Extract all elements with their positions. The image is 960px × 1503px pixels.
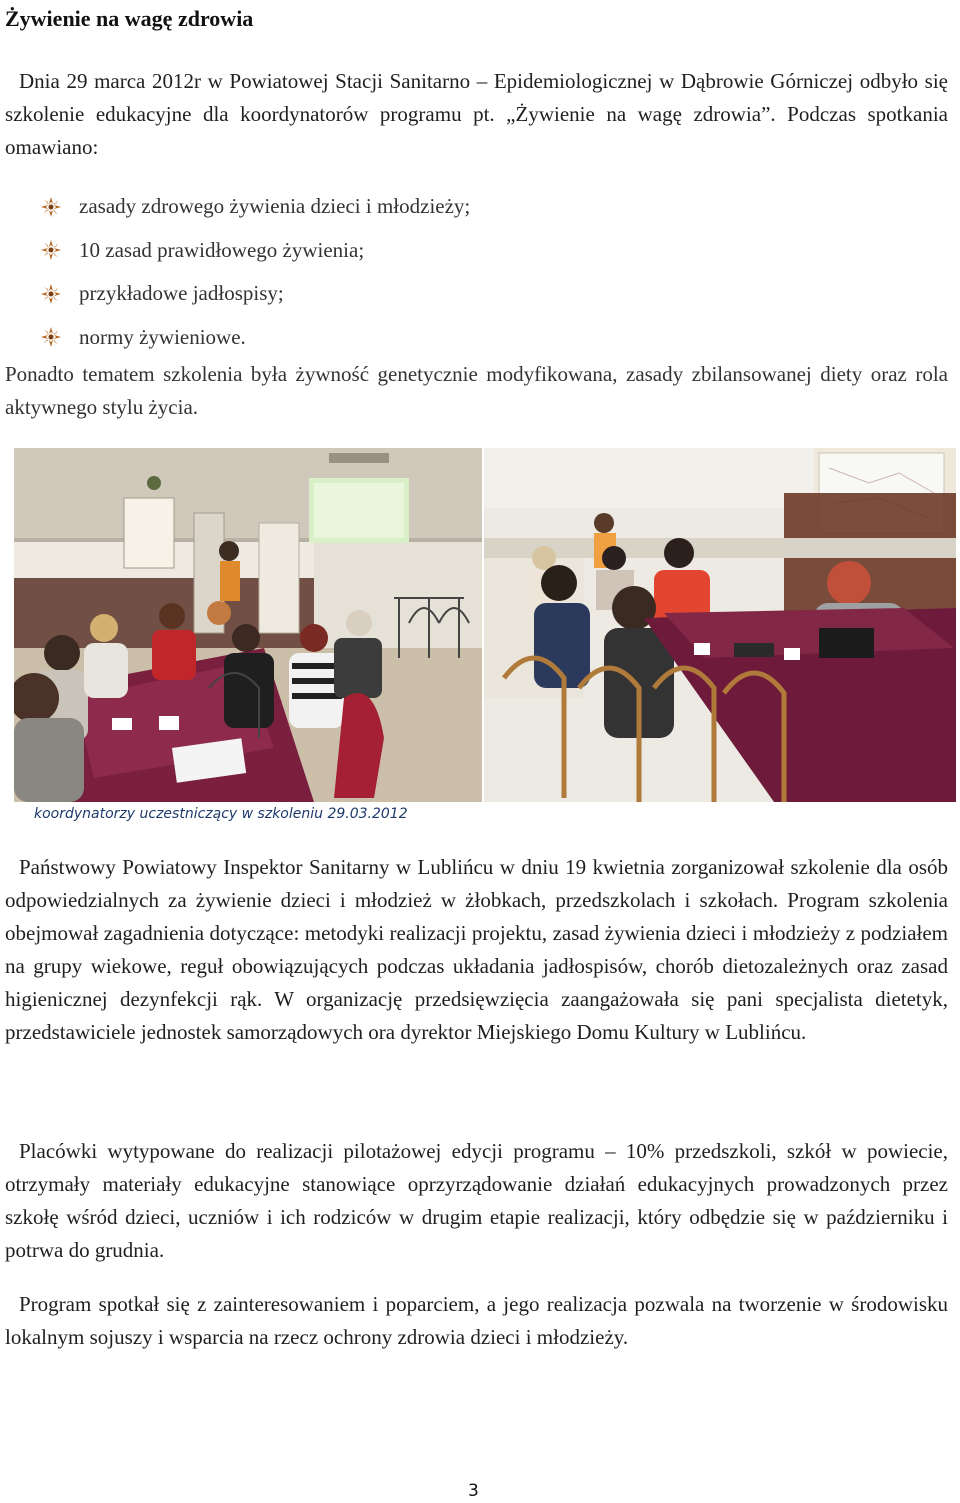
list-item-text: 10 zasad prawidłowego żywienia;: [79, 237, 365, 262]
list-item: [40, 272, 470, 316]
list-item-text: przykładowe jadłospisy;: [79, 281, 284, 306]
list-item-text: zasady zdrowego żywienia dzieci i młodzieży;: [79, 194, 471, 219]
flower-bullet-icon: [40, 283, 62, 305]
body-paragraph-4: Program spotkał się z zainteresowaniem i poparciem, a jego realizacja pozwala na tworzenie w środowisku lokalnym sojuszy i wsparcia na rzecz ochrony zdrowia dzieci i młodzieży.: [5, 1292, 948, 1349]
flower-bullet-icon: [40, 196, 62, 218]
body-paragraph-2: Państwowy Powiatowy Inspektor Sanitarny w Lublińcu w dniu 19 kwietnia zorganizował szkolenie dla osób odpowiedzialnych za żywienie dzieci i młodzież w żłobkach, przedszkolach i szkołach. Program szkolenia obejmował zagadnienia dotyczące: metodyki realizacji projektu, zasad żywienia dzieci i młodzieży z podziałem na grupy wiekowe, reguł obowiązujących podczas układania jadłospisów, chorób dietozależnych oraz zasad higienicznej dezynfekcji rąk. W organizację przedsięwzięcia zaangażowała się pani specjalista dietetyk, przedstawiciele jednostek samorządowych ora dyrektor Miejskiego Domu Kultury w Lublińcu.: [5, 855, 948, 1044]
training-room-photo-left: [14, 448, 482, 802]
list-item: [40, 185, 470, 229]
after-list-paragraph: Ponadto tematem szkolenia była żywność genetycznie modyfikowana, zasady zbilansowanej diety oraz rola aktywnego stylu życia.: [5, 362, 948, 419]
flower-bullet-icon: [40, 326, 62, 348]
intro-paragraph: Dnia 29 marca 2012r w Powiatowej Stacji Sanitarno – Epidemiologicznej w Dąbrowie Górniczej odbyło się szkolenie edukacyjne dla koordynatorów programu pt. „Żywienie na wagę zdrowia”. Podczas spotkania omawiano:: [5, 69, 948, 159]
flower-bullet-icon: [40, 239, 62, 261]
page-title: Żywienie na wagę zdrowia: [5, 6, 254, 31]
page-number: 3: [468, 1481, 479, 1501]
list-item: [40, 316, 470, 360]
topics-list: [40, 185, 470, 359]
body-paragraph-3: Placówki wytypowane do realizacji pilotażowej edycji programu – 10% przedszkoli, szkół w powiecie, otrzymały materiały edukacyjne stanowiące oprzyrządowanie działań edukacyjnych prowadzonych przez szkołę wśród dzieci, uczniów i ich rodziców w drugim etapie realizacji, który odbędzie się w październiku i potrwa do grudnia.: [5, 1139, 948, 1262]
list-item-text: normy żywieniowe.: [79, 324, 246, 349]
meeting-table-photo-right: [484, 448, 956, 802]
photo-caption: koordynatorzy uczestniczący w szkoleniu 29.03.2012: [34, 806, 408, 822]
list-item: [40, 229, 470, 273]
